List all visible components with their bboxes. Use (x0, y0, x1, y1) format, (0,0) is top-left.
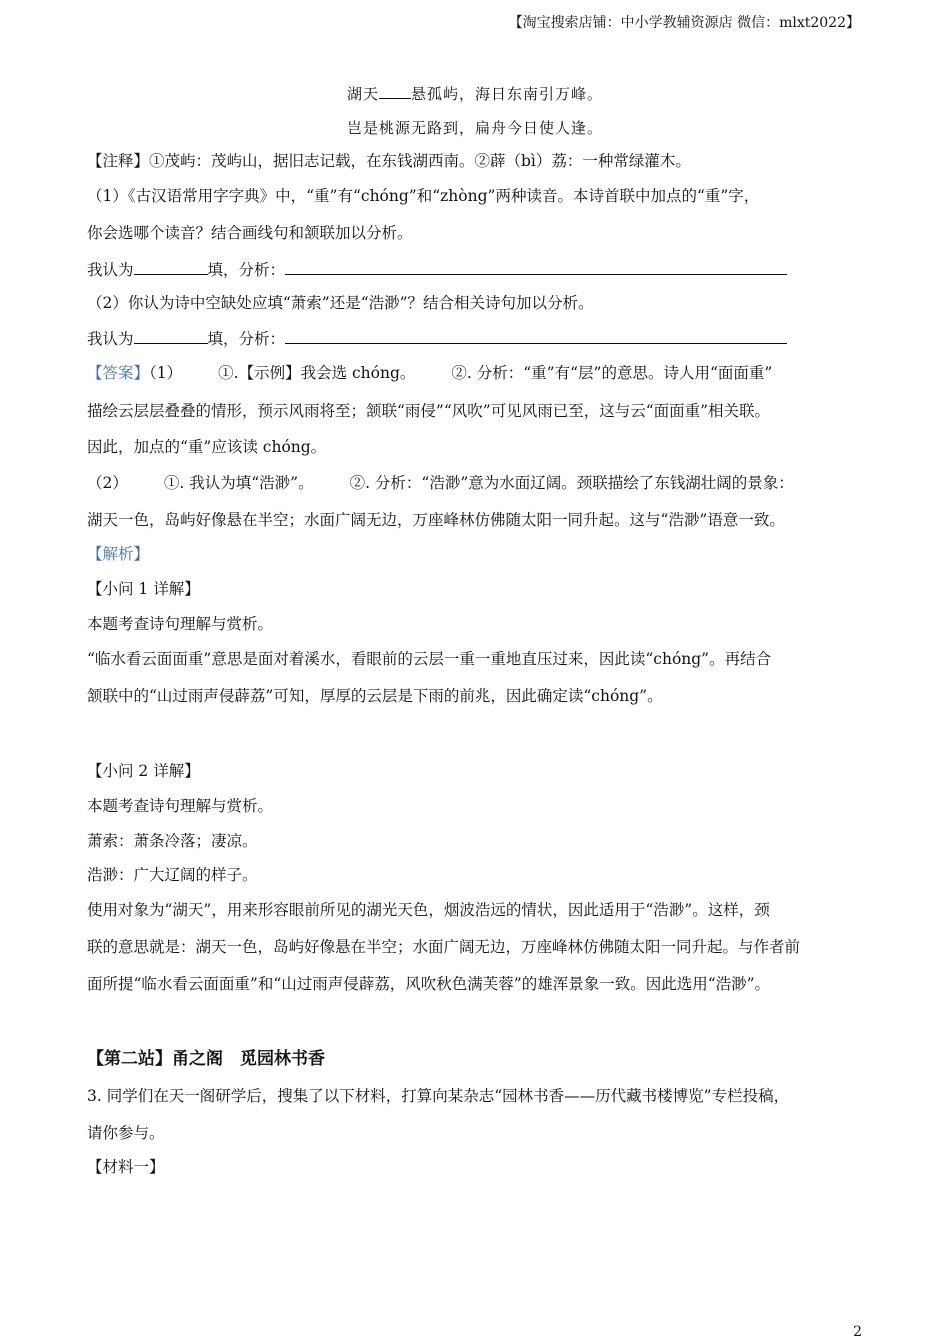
answer-1-part-1: ①.【示例】我会选 chóng。 (218, 364, 416, 382)
sub-question-2-line-1: 本题考查诗句理解与赏析。 (87, 797, 274, 815)
question-2-line-1: （2）你认为诗中空缺处应填“萧索”还是“浩渺”？结合相关诗句加以分析。 (87, 294, 594, 312)
sub-question-1-title: 【小问 1 详解】 (87, 580, 200, 598)
blank-1-analysis-line (285, 258, 787, 275)
sub-question-1-line-3: 颔联中的“山过雨声侵薜荔”可知，厚厚的云层是下雨的前兆，因此确定读“chóng”。 (87, 687, 663, 705)
material-one-label: 【材料一】 (87, 1158, 165, 1176)
answer-label: 【答案】 (87, 364, 150, 382)
sub-question-2-title: 【小问 2 详解】 (87, 762, 200, 780)
answer-1-line-2: 描绘云层层叠叠的情形，预示风雨将至；颔联“雨侵”“风吹”可见风雨已至，这与云“面面重”相关联。 (87, 402, 771, 420)
answer-blank-1 (87, 258, 877, 280)
answer-2-part-2: ②. 分析：“浩渺”意为水面辽阔。颈联描绘了东钱湖壮阔的景象： (349, 474, 794, 492)
answer-1-part-2: ②. 分析：“重”有“层”的意思。诗人用“面面重” (451, 364, 773, 382)
sub-question-2-line-5: 联的意思就是：湖天一色，岛屿好像悬在半空；水面广阔无边，万座峰林仿佛随太阳一同升起。与作者前 (87, 938, 801, 956)
sub-question-2-line-4: 使用对象为“湖天”，用来形容眼前所见的湖光天色，烟波浩远的情状，因此适用于“浩渺”。这样，颈 (87, 901, 770, 919)
answer-1-number: （1） (149, 364, 183, 382)
sub-question-1-line-1: 本题考查诗句理解与赏析。 (87, 615, 274, 633)
sub-question-1-line-2: “临水看云面面重”意思是面对着溪水，看眼前的云层一重一重地直压过来，因此读“chóng”。再结合 (87, 650, 772, 668)
blank-1-middle: 填，分析： (207, 261, 286, 279)
poem-line-2: 岂是桃源无路到，扁舟今日使人逢。 (346, 119, 603, 137)
sub-question-2-line-3: 浩渺：广大辽阔的样子。 (87, 866, 258, 884)
answer-2-part-1: ①. 我认为填“浩渺”。 (163, 474, 314, 492)
section-title: 【第二站】甬之阁 觅园林书香 (87, 1049, 325, 1069)
answer-1-line-3: 因此，加点的“重”应该读 chóng。 (87, 438, 327, 456)
sub-question-2-line-6: 面所提“临水看云面面重”和“山过雨声侵薜荔，风吹秋色满芙蓉”的雄浑景象一致。因此选用“浩渺”。 (87, 975, 771, 993)
blank-1-prefix: 我认为 (87, 261, 134, 279)
answer-2-line-1 (87, 473, 877, 493)
question-1-line-2: 你会选哪个读音？结合画线句和颔联加以分析。 (87, 224, 413, 242)
blank-2-analysis-line (285, 327, 787, 344)
blank-2-choice-line (134, 327, 208, 344)
poem-line-1 (0, 82, 950, 104)
answer-blank-2 (87, 327, 877, 349)
answer-2-line-2: 湖天一色，岛屿好像悬在半空；水面广阔无边，万座峰林仿佛随太阳一同升起。这与“浩渺”语意一致。 (87, 511, 785, 529)
blank-2-middle: 填，分析： (207, 330, 286, 348)
answer-2-number: （2） (87, 474, 128, 492)
annotation-note: 【注释】①茂屿：茂屿山，据旧志记载，在东钱湖西南。②薜（bì）荔：一种常绿灌木。 (87, 152, 691, 170)
poem-line1-end: 悬孤屿，海日东南引万峰。 (411, 85, 604, 103)
page-number: 2 (853, 1324, 862, 1340)
poem-blank (379, 82, 411, 99)
header-shop-info: 【淘宝搜索店铺：中小学教辅资源店 微信：mlxt2022】 (508, 15, 860, 31)
blank-1-choice-line (134, 258, 208, 275)
analysis-label: 【解析】 (87, 545, 150, 563)
question-3-line-2: 请你参与。 (87, 1124, 165, 1142)
question-3-line-1: 3. 同学们在天一阁研学后，搜集了以下材料，打算向某杂志“园林书香——历代藏书楼博览”专栏投稿， (87, 1087, 790, 1105)
question-1-line-1: （1）《古汉语常用字字典》中，“重”有“chóng”和“zhòng”两种读音。本诗首联中加点的“重”字， (87, 187, 760, 205)
poem-line1-start: 湖天 (346, 85, 379, 103)
blank-2-prefix: 我认为 (87, 330, 134, 348)
answer-1-line-1 (87, 363, 877, 383)
sub-question-2-line-2: 萧索：萧条冷落；凄凉。 (87, 832, 258, 850)
